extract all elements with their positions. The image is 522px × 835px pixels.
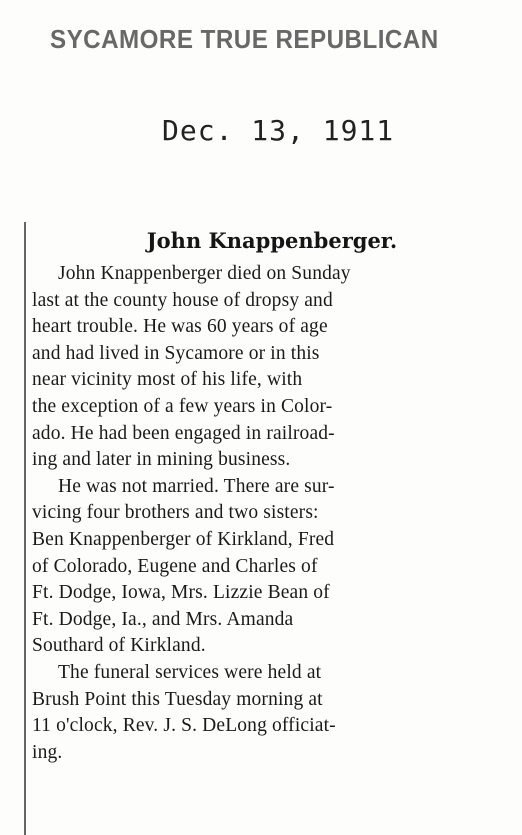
article-line: ing and later in mining business. <box>32 449 291 471</box>
article-line: heart trouble. He was 60 years of age <box>32 316 328 338</box>
article-headline: John Knappenberger. <box>146 228 398 253</box>
article-line: Ft. Dodge, Iowa, Mrs. Lizzie Bean of <box>32 582 330 604</box>
article-line: the exception of a few years in Color- <box>32 395 333 417</box>
article-line: Ben Knappenberger of Kirkland, Fred <box>32 528 335 550</box>
article-line: ing. <box>32 741 63 763</box>
article-line: John Knappenberger died on Sunday <box>58 263 351 284</box>
article-paragraph <box>32 474 502 660</box>
article-line: vicing four brothers and two sisters: <box>32 502 319 524</box>
article-line: He was not married. There are sur- <box>58 475 335 497</box>
article-line: 11 o'clock, Rev. J. S. DeLong officiat- <box>32 715 336 737</box>
article-line: last at the county house of dropsy and <box>32 289 333 311</box>
article-line: ado. He had been engaged in railroad- <box>32 422 335 444</box>
masthead-stamp: SYCAMORE TRUE REPUBLICAN <box>50 24 439 54</box>
article <box>32 228 502 766</box>
article-line: The funeral services were held at <box>58 661 322 683</box>
article-paragraph <box>32 660 502 766</box>
article-line: and had lived in Sycamore or in this <box>32 342 320 364</box>
article-line: near vicinity most of his life, with <box>32 369 303 391</box>
article-line: Southard of Kirkland. <box>32 635 206 657</box>
article-line: Brush Point this Tuesday morning at <box>32 688 323 710</box>
article-line: Ft. Dodge, Ia., and Mrs. Amanda <box>32 608 294 630</box>
article-paragraph <box>32 261 502 474</box>
publication-date: Dec. 13, 1911 <box>162 114 395 147</box>
article-line: of Colorado, Eugene and Charles of <box>32 555 318 577</box>
column-rule <box>24 222 26 835</box>
